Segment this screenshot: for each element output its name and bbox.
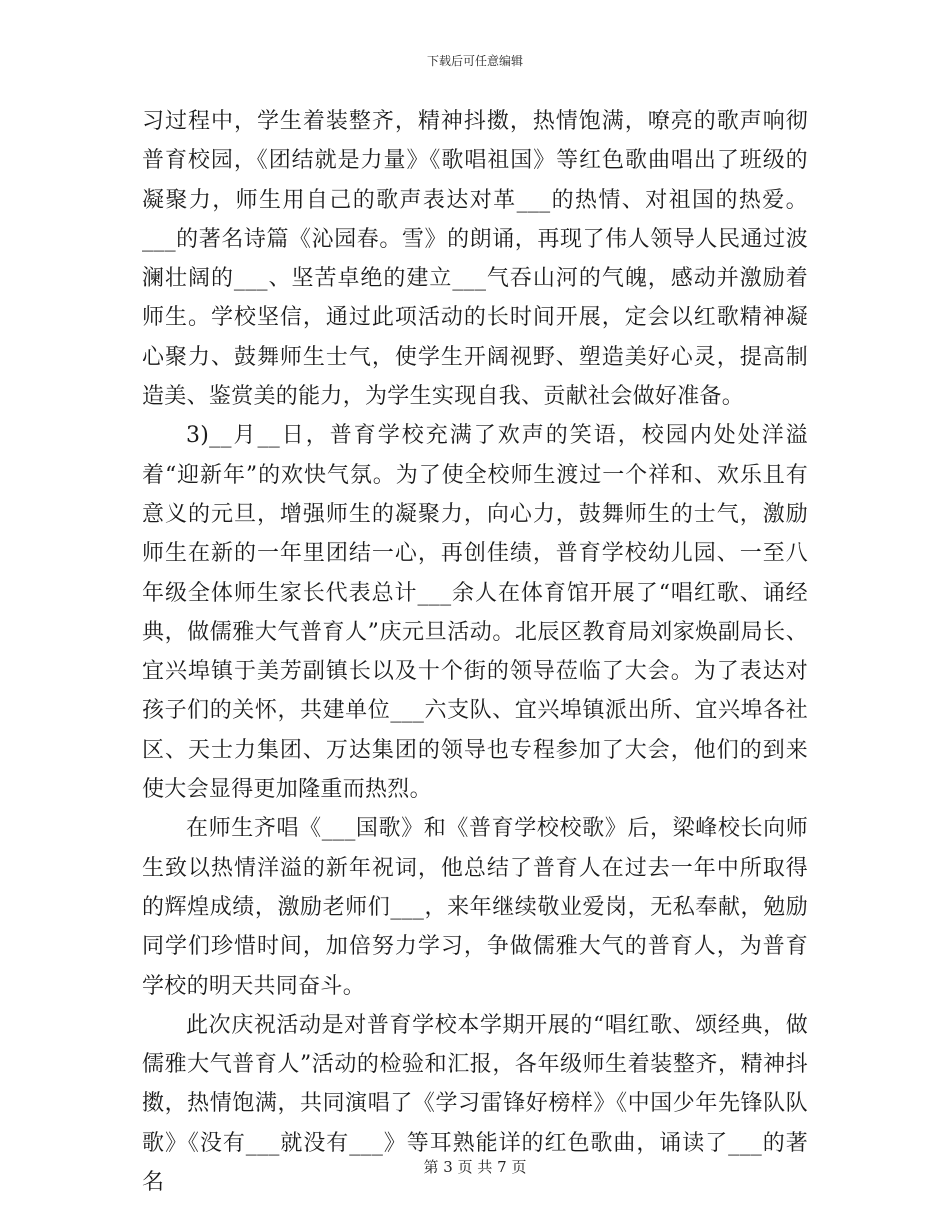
page-header: 下载后可任意编辑	[426, 54, 523, 68]
document-body	[142, 102, 808, 1202]
paragraph-2: 3)__月__日，普育学校充满了欢声的笑语，校园内处处洋溢着“迎新年”的欢快气氛。为了使全校师生渡过一个祥和、欢乐且有意义的元旦，增强师生的凝聚力，向心力，鼓舞师生的士气，激励师生在新的一年里团结一心，再创佳绩，普育学校幼儿园、一至八年级全体师生家长代表总计___余人在体育馆开展了“唱红歌、诵经典，做儒雅大气普育人”庆元旦活动。北辰区教育局刘家焕副局长、宜兴埠镇于美芳副镇长以及十个街的领导莅临了大会。为了表达对孩子们的关怀，共建单位___六支队、宜兴埠镇派出所、宜兴埠各社区、天士力集团、万达集团的领导也专程参加了大会，他们的到来使大会显得更加隆重而热烈。	[142, 423, 808, 803]
paragraph-1: 习过程中，学生着装整齐，精神抖擞，热情饱满，嘹亮的歌声响彻普育校园，《团结就是力量》《歌唱祖国》等红色歌曲唱出了班级的凝聚力，师生用自己的歌声表达对革___的热情、对祖国的热爱。___的著名诗篇《沁园春。雪》的朗诵，再现了伟人领导人民通过波澜壮阔的___、坚苦卓绝的建立___气吞山河的气魄，感动并激励着师生。学校坚信，通过此项活动的长时间开展，定会以红歌精神凝心聚力、鼓舞师生士气，使学生开阔视野、塑造美好心灵，提高制造美、鉴赏美的能力，为学生实现自我、贡献社会做好准备。	[142, 109, 808, 410]
paragraph-4: 此次庆祝活动是对普育学校本学期开展的“唱红歌、颂经典，做儒雅大气普育人”活动的检验和汇报，各年级师生着装整齐，精神抖擞，热情饱满，共同演唱了《学习雷锋好榜样》《中国少年先锋队队歌》《没有___就没有___》等耳熟能详的红色歌曲，诵读了___的著名	[142, 1012, 808, 1196]
paragraph-3: 在师生齐唱《___国歌》和《普育学校校歌》后，梁峰校长向师生致以热情洋溢的新年祝词，他总结了普育人在过去一年中所取得的辉煌成绩，激励老师们___，来年继续敬业爱岗，无私奉献，勉励同学们珍惜时间，加倍努力学习，争做儒雅大气的普育人，为普育学校的明天共同奋斗。	[142, 816, 808, 999]
page-footer: 第 3 页 共 7 页	[423, 1158, 527, 1176]
